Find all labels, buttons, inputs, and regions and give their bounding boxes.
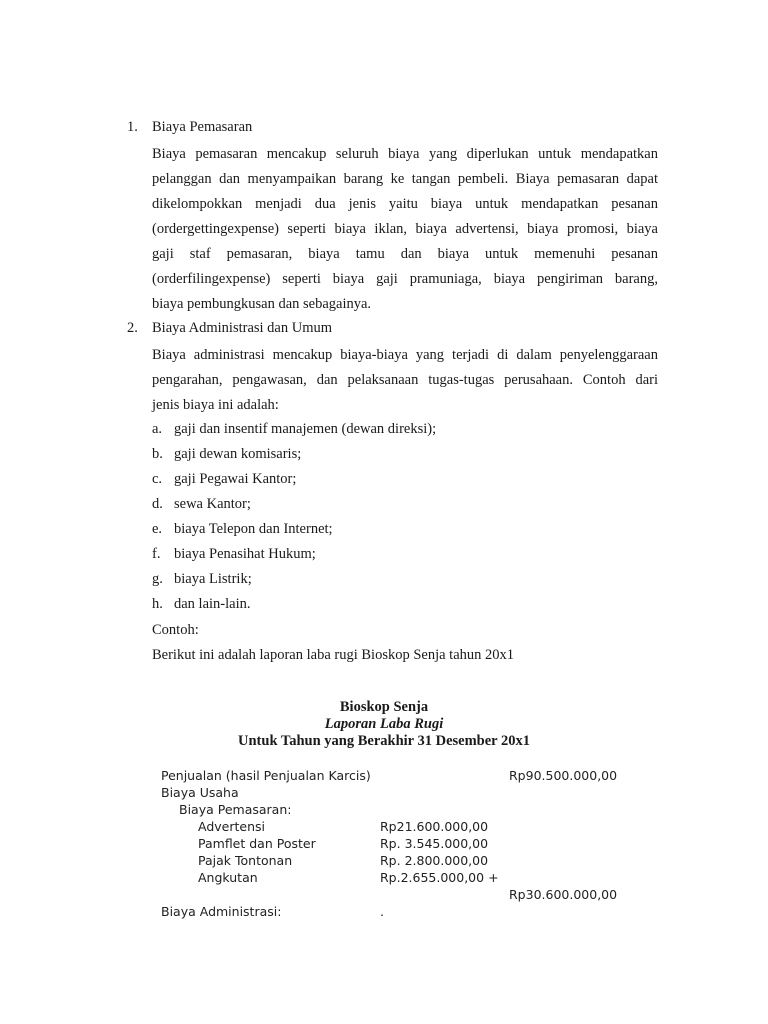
paragraph-line: pelanggan dan menyampaikan barang ke tangan pembeli. Biaya pemasaran dapat xyxy=(152,171,658,187)
subitem-text: biaya Penasihat Hukum; xyxy=(174,546,316,562)
subitem-label: d. xyxy=(152,496,163,512)
subitem-text: biaya Telepon dan Internet; xyxy=(174,521,333,537)
paragraph-line: gaji staf pemasaran, biaya tamu dan biaya untuk memenuhi pesanan xyxy=(152,246,658,262)
subitem-text: gaji dewan komisaris; xyxy=(174,446,302,462)
section-heading-marketing: Biaya Pemasaran xyxy=(152,119,253,135)
sales-value: Rp90.500.000,00 xyxy=(509,768,618,783)
subitem-text: biaya Listrik; xyxy=(174,571,252,587)
subitem-label: a. xyxy=(152,421,163,437)
marketing-item-value: Rp. 3.545.000,00 xyxy=(380,836,489,851)
report-company: Bioskop Senja xyxy=(339,699,429,715)
paragraph-admin xyxy=(152,343,658,418)
paragraph-line: pengarahan, pengawasan, dan pelaksanaan tugas-tugas perusahaan. Contoh dari xyxy=(152,372,658,388)
list-number-1: 1. xyxy=(127,119,138,135)
admin-cost-label: Biaya Administrasi: xyxy=(161,904,282,919)
subitem-label: e. xyxy=(152,521,163,537)
marketing-cost-label: Biaya Pemasaran: xyxy=(179,802,292,817)
paragraph-line: jenis biaya ini adalah: xyxy=(152,397,279,413)
admin-cost-dot: . xyxy=(380,904,384,919)
sales-label: Penjualan (hasil Penjualan Karcis) xyxy=(161,768,371,783)
subitem-label: c. xyxy=(152,471,163,487)
marketing-total: Rp30.600.000,00 xyxy=(509,887,618,902)
subitem-text: gaji Pegawai Kantor; xyxy=(174,471,297,487)
report-period: Untuk Tahun yang Berakhir 31 Desember 20x1 xyxy=(238,733,530,749)
subitem-label: g. xyxy=(152,571,163,587)
paragraph-line: (ordergettingexpense) seperti biaya iklan, biaya advertensi, biaya promosi, biaya xyxy=(152,221,658,237)
list-number-2: 2. xyxy=(127,320,138,336)
paragraph-line: biaya pembungkusan dan sebagainya. xyxy=(152,296,372,312)
paragraph-line: Biaya pemasaran mencakup seluruh biaya yang diperlukan untuk mendapatkan xyxy=(152,146,658,162)
marketing-item-value: Rp. 2.800.000,00 xyxy=(380,853,489,868)
subitem-text: gaji dan insentif manajemen (dewan direksi); xyxy=(174,421,437,437)
report-title: Laporan Laba Rugi xyxy=(324,716,444,732)
section-heading-admin: Biaya Administrasi dan Umum xyxy=(152,320,333,336)
marketing-item-name: Pajak Tontonan xyxy=(198,853,293,868)
subitem-text: sewa Kantor; xyxy=(174,496,251,512)
paragraph-line: Biaya administrasi mencakup biaya-biaya yang terjadi di dalam penyelenggaraan xyxy=(152,347,658,363)
marketing-item-value: Rp21.600.000,00 xyxy=(380,819,489,834)
marketing-item-name: Angkutan xyxy=(198,870,258,885)
marketing-item-name: Pamflet dan Poster xyxy=(198,836,316,851)
subitem-label: h. xyxy=(152,596,163,612)
paragraph-line: dikelompokkan menjadi dua jenis yaitu biaya untuk mendapatkan pesanan xyxy=(152,196,658,212)
operating-cost-label: Biaya Usaha xyxy=(161,785,239,800)
example-text: Berikut ini adalah laporan laba rugi Bioskop Senja tahun 20x1 xyxy=(152,647,515,663)
subitem-label: b. xyxy=(152,446,163,462)
example-label: Contoh: xyxy=(152,622,199,638)
subitem-label: f. xyxy=(152,546,161,562)
paragraph-line: (orderfilingexpense) seperti biaya gaji pramuniaga, biaya pengiriman barang, xyxy=(152,271,658,287)
marketing-item-value: Rp.2.655.000,00 + xyxy=(380,870,499,885)
paragraph-marketing xyxy=(152,142,658,317)
marketing-item-name: Advertensi xyxy=(198,819,265,834)
subitem-text: dan lain-lain. xyxy=(174,596,251,612)
